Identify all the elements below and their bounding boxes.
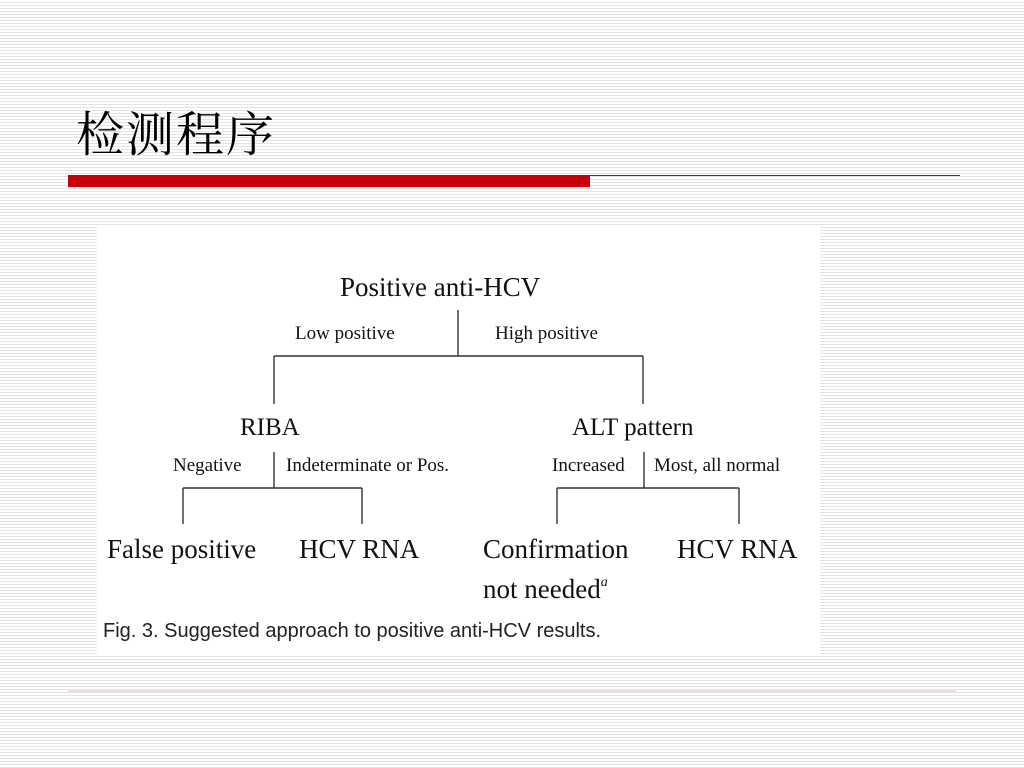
alt-pattern-node: ALT pattern xyxy=(572,414,694,441)
figure-caption: Fig. 3. Suggested approach to positive anti-HCV results. xyxy=(103,620,602,642)
outcome-confirmation-line1: Confirmation xyxy=(483,534,629,564)
outcome-not-needed-text: not needed xyxy=(483,574,601,604)
root-node: Positive anti-HCV xyxy=(340,272,541,302)
root-branch-right-label: High positive xyxy=(495,323,598,344)
root-branch-left-label: Low positive xyxy=(295,323,395,344)
alt-branch-right-label: Most, all normal xyxy=(654,455,781,476)
slide-title: 检测程序 xyxy=(76,107,277,163)
footnote-marker: a xyxy=(600,575,608,590)
riba-branch-left-label: Negative xyxy=(173,455,242,476)
title-underline-accent xyxy=(68,175,590,187)
footer-rule xyxy=(68,690,956,692)
outcome-hcv-rna-right: HCV RNA xyxy=(677,534,798,564)
outcome-false-positive: False positive xyxy=(107,534,257,564)
outcome-confirmation-line2 xyxy=(483,574,608,605)
outcome-hcv-rna-left: HCV RNA xyxy=(299,534,420,564)
alt-branch-left-label: Increased xyxy=(552,455,625,476)
title-underline-thin xyxy=(590,175,960,176)
flowchart-figure xyxy=(97,226,820,654)
riba-branch-right-label: Indeterminate or Pos. xyxy=(286,455,450,476)
riba-node: RIBA xyxy=(240,414,300,441)
